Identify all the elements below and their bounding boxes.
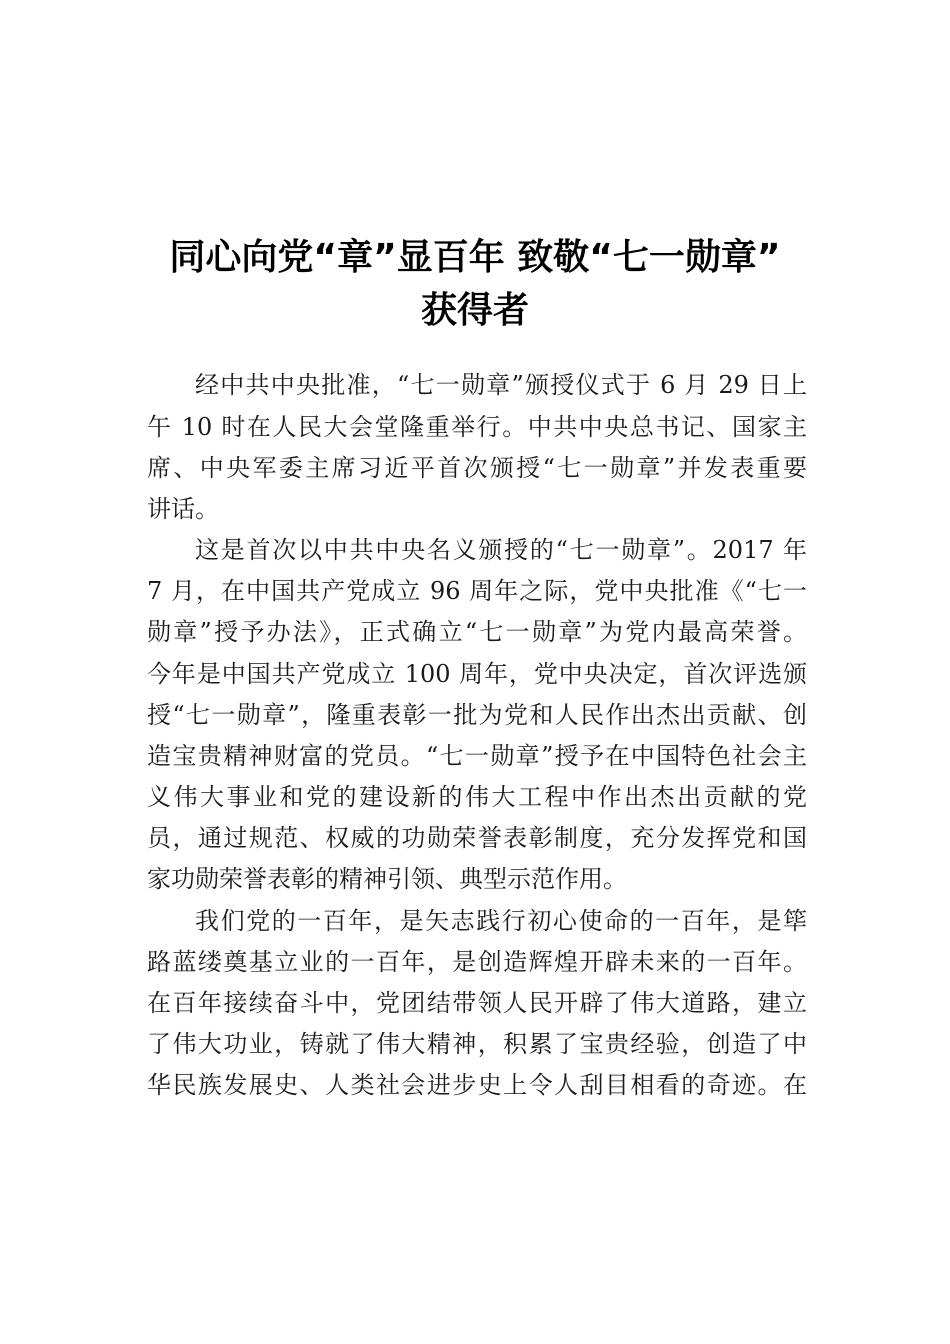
body-line: 家功勋荣誉表彰的精神引领、典型示范作用。 [147, 865, 627, 893]
document-title-line-2: 获得者 [420, 290, 529, 331]
body-line: 午 10 时在人民大会堂隆重举行。中共中央总书记、国家主 [147, 413, 807, 441]
body-line: 讲话。 [147, 495, 219, 523]
body-line: 7 月，在中国共产党成立 96 周年之际，党中央批准《“七一 [147, 577, 807, 605]
body-line: 在百年接续奋斗中，党团结带领人民开辟了伟大道路，建立 [147, 989, 807, 1017]
body-line: 员，通过规范、权威的功勋荣誉表彰制度，充分发挥党和国 [147, 824, 807, 852]
body-line: 席、中央军委主席习近平首次颁授“七一勋章”并发表重要 [147, 454, 807, 482]
document-title-line-1: 同心向党“章”显百年 致敬“七一勋章” [169, 237, 781, 278]
body-line: 授“七一勋章”，隆重表彰一批为党和人民作出杰出贡献、创 [147, 701, 807, 729]
body-line: 造宝贵精神财富的党员。“七一勋章”授予在中国特色社会主 [147, 742, 807, 770]
body-line: 我们党的一百年，是矢志践行初心使命的一百年，是筚 [195, 907, 807, 935]
body-line: 勋章”授予办法》，正式确立“七一勋章”为党内最高荣誉。 [147, 618, 807, 646]
body-line: 这是首次以中共中央名义颁授的“七一勋章”。2017 年 [195, 536, 807, 564]
body-line: 经中共中央批准，“七一勋章”颁授仪式于 6 月 29 日上 [195, 371, 807, 399]
body-line: 义伟大事业和党的建设新的伟大工程中作出杰出贡献的党 [147, 783, 807, 811]
body-line: 华民族发展史、人类社会进步史上令人刮目相看的奇迹。在 [147, 1071, 807, 1099]
body-line: 今年是中国共产党成立 100 周年，党中央决定，首次评选颁 [147, 660, 807, 688]
body-line: 路蓝缕奠基立业的一百年，是创造辉煌开辟未来的一百年。 [147, 948, 807, 976]
body-line: 了伟大功业，铸就了伟大精神，积累了宝贵经验，创造了中 [147, 1030, 807, 1058]
